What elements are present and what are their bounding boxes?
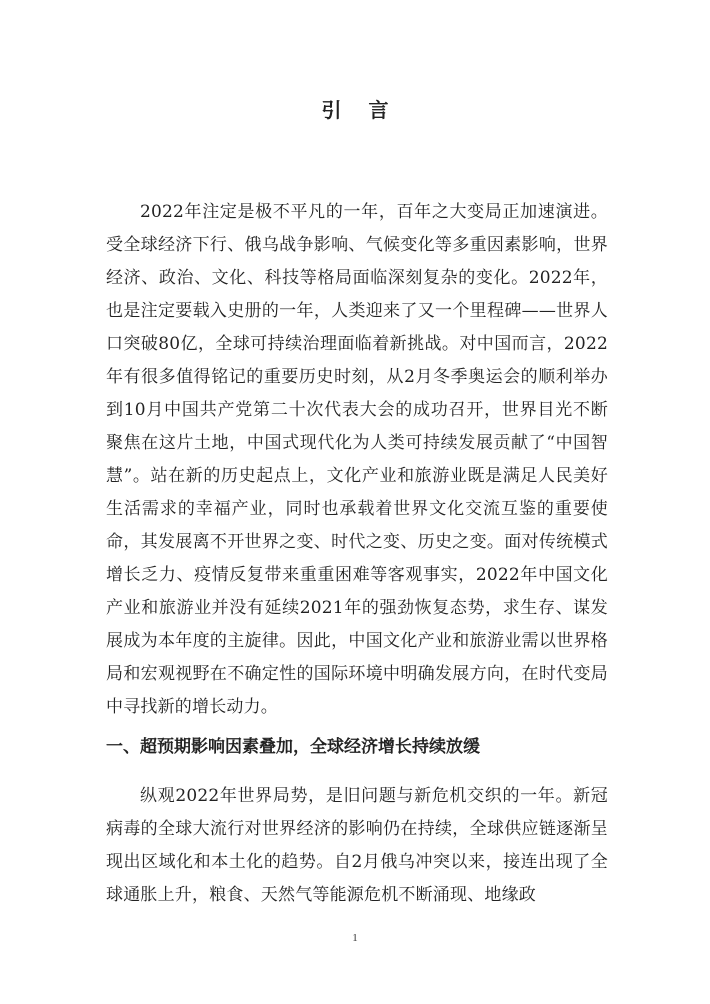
section-heading: 一、超预期影响因素叠加，全球经济增长持续放缓 [106, 737, 480, 757]
section-paragraph: 纵观2022年世界局势，是旧问题与新危机交织的一年。新冠病毒的全球大流行对世界经济的影响仍在持续，全球供应链逐渐呈现出区域化和本土化的趋势。自2月俄乌冲突以来，接连出现了全球通胀上升，粮食、天然气等能源危机不断涌现、地缘政 [106, 786, 608, 905]
page-number: 1 [352, 932, 358, 944]
page-title: 引 言 [321, 98, 399, 122]
intro-paragraph: 2022年注定是极不平凡的一年，百年之大变局正加速演进。受全球经济下行、俄乌战争影响、气候变化等多重因素影响，世界经济、政治、文化、科技等格局面临深刻复杂的变化。2022年，也是注定要载入史册的一年，人类迎来了又一个里程碑——世界人口突破80亿，全球可持续治理面临着新挑战。对中国而言，2022年有很多值得铭记的重要历史时刻，从2月冬季奥运会的顺利举办到10月中国共产党第二十次代表大会的成功召开，世界目光不断聚焦在这片土地，中国式现代化为人类可持续发展贡献了“中国智慧”。站在新的历史起点上，文化产业和旅游业既是满足人民美好生活需求的幸福产业，同时也承载着世界文化交流互鉴的重要使命，其发展离不开世界之变、时代之变、历史之变。面对传统模式增长乏力、疫情反复带来重重困难等客观事实，2022年中国文化产业和旅游业并没有延续2021年的强劲恢复态势，求生存、谋发展成为本年度的主旋律。因此，中国文化产业和旅游业需以世界格局和宏观视野在不确定性的国际环境中明确发展方向，在时代变局中寻找新的增长动力。 [106, 202, 608, 717]
